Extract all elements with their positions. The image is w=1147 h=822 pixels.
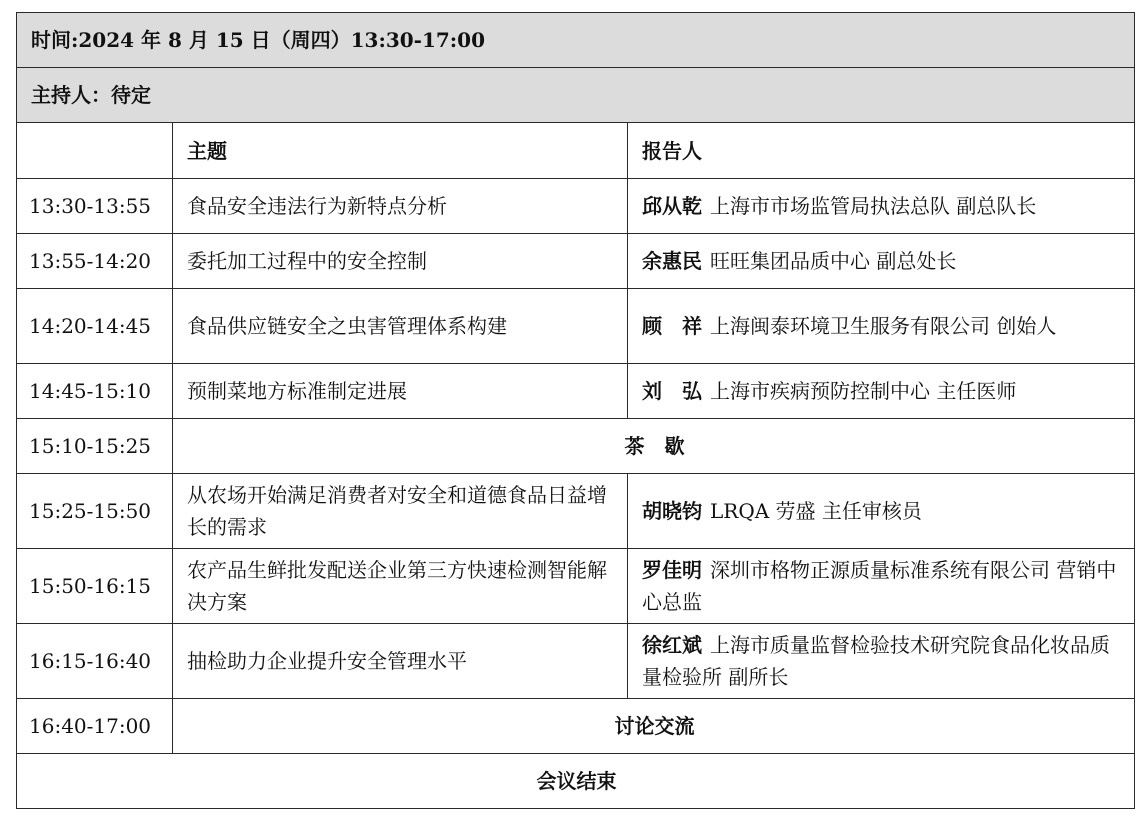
time-header-row xyxy=(17,13,1135,68)
discussion-time: 16:40-17:00 xyxy=(17,699,173,754)
session-speaker xyxy=(628,624,1135,699)
session-time: 13:55-14:20 xyxy=(17,234,173,289)
column-header-row xyxy=(17,123,1135,179)
speaker-affiliation: 上海市疾病预防控制中心 主任医师 xyxy=(710,379,1017,403)
session-topic: 抽检助力企业提升安全管理水平 xyxy=(173,624,628,699)
table-row xyxy=(17,179,1135,234)
discussion-label: 讨论交流 xyxy=(173,699,1135,754)
host-row xyxy=(17,68,1135,123)
speaker-affiliation: 旺旺集团品质中心 副总处长 xyxy=(710,249,957,273)
session-time: 13:30-13:55 xyxy=(17,179,173,234)
host-line: 主持人：待定 xyxy=(17,68,1135,123)
session-speaker xyxy=(628,234,1135,289)
session-speaker xyxy=(628,474,1135,549)
table-row xyxy=(17,289,1135,364)
speaker-affiliation: 上海市市场监管局执法总队 副总队长 xyxy=(710,194,1037,218)
session-topic: 食品安全违法行为新特点分析 xyxy=(173,179,628,234)
table-row xyxy=(17,474,1135,549)
table-row xyxy=(17,364,1135,419)
session-topic: 食品供应链安全之虫害管理体系构建 xyxy=(173,289,628,364)
speaker-name: 徐红斌 xyxy=(642,633,702,657)
speaker-name: 邱从乾 xyxy=(642,194,702,218)
session-topic: 农产品生鲜批发配送企业第三方快速检测智能解决方案 xyxy=(173,549,628,624)
time-header: 时间:2024 年 8 月 15 日（周四）13:30-17:00 xyxy=(17,13,1135,68)
break-time: 15:10-15:25 xyxy=(17,419,173,474)
table-row xyxy=(17,549,1135,624)
session-time: 15:25-15:50 xyxy=(17,474,173,549)
session-topic: 从农场开始满足消费者对安全和道德食品日益增长的需求 xyxy=(173,474,628,549)
session-speaker xyxy=(628,364,1135,419)
table-row xyxy=(17,624,1135,699)
session-speaker xyxy=(628,549,1135,624)
session-time: 16:15-16:40 xyxy=(17,624,173,699)
speaker-affiliation: LRQA 劳盛 主任审核员 xyxy=(710,499,922,523)
speaker-affiliation: 上海市质量监督检验技术研究院食品化妆品质量检验所 副所长 xyxy=(642,633,1110,689)
speaker-name: 罗佳明 xyxy=(642,558,702,582)
session-time: 14:20-14:45 xyxy=(17,289,173,364)
closing-row xyxy=(17,754,1135,809)
speaker-name: 胡晓钧 xyxy=(642,499,702,523)
session-topic: 委托加工过程中的安全控制 xyxy=(173,234,628,289)
column-header-topic: 主题 xyxy=(173,123,628,179)
closing-label: 会议结束 xyxy=(17,754,1135,809)
session-speaker xyxy=(628,289,1135,364)
speaker-affiliation: 上海闽泰环境卫生服务有限公司 创始人 xyxy=(710,314,1057,338)
table-row xyxy=(17,234,1135,289)
speaker-affiliation: 深圳市格物正源质量标准系统有限公司 营销中心总监 xyxy=(642,558,1117,614)
agenda-table xyxy=(16,12,1135,809)
break-label: 茶 歇 xyxy=(173,419,1135,474)
speaker-name: 顾 祥 xyxy=(642,314,702,338)
break-row xyxy=(17,419,1135,474)
speaker-name: 余惠民 xyxy=(642,249,702,273)
session-speaker xyxy=(628,179,1135,234)
discussion-row xyxy=(17,699,1135,754)
column-header-time xyxy=(17,123,173,179)
speaker-name: 刘 弘 xyxy=(642,379,702,403)
session-topic: 预制菜地方标准制定进展 xyxy=(173,364,628,419)
column-header-speaker: 报告人 xyxy=(628,123,1135,179)
session-time: 15:50-16:15 xyxy=(17,549,173,624)
session-time: 14:45-15:10 xyxy=(17,364,173,419)
